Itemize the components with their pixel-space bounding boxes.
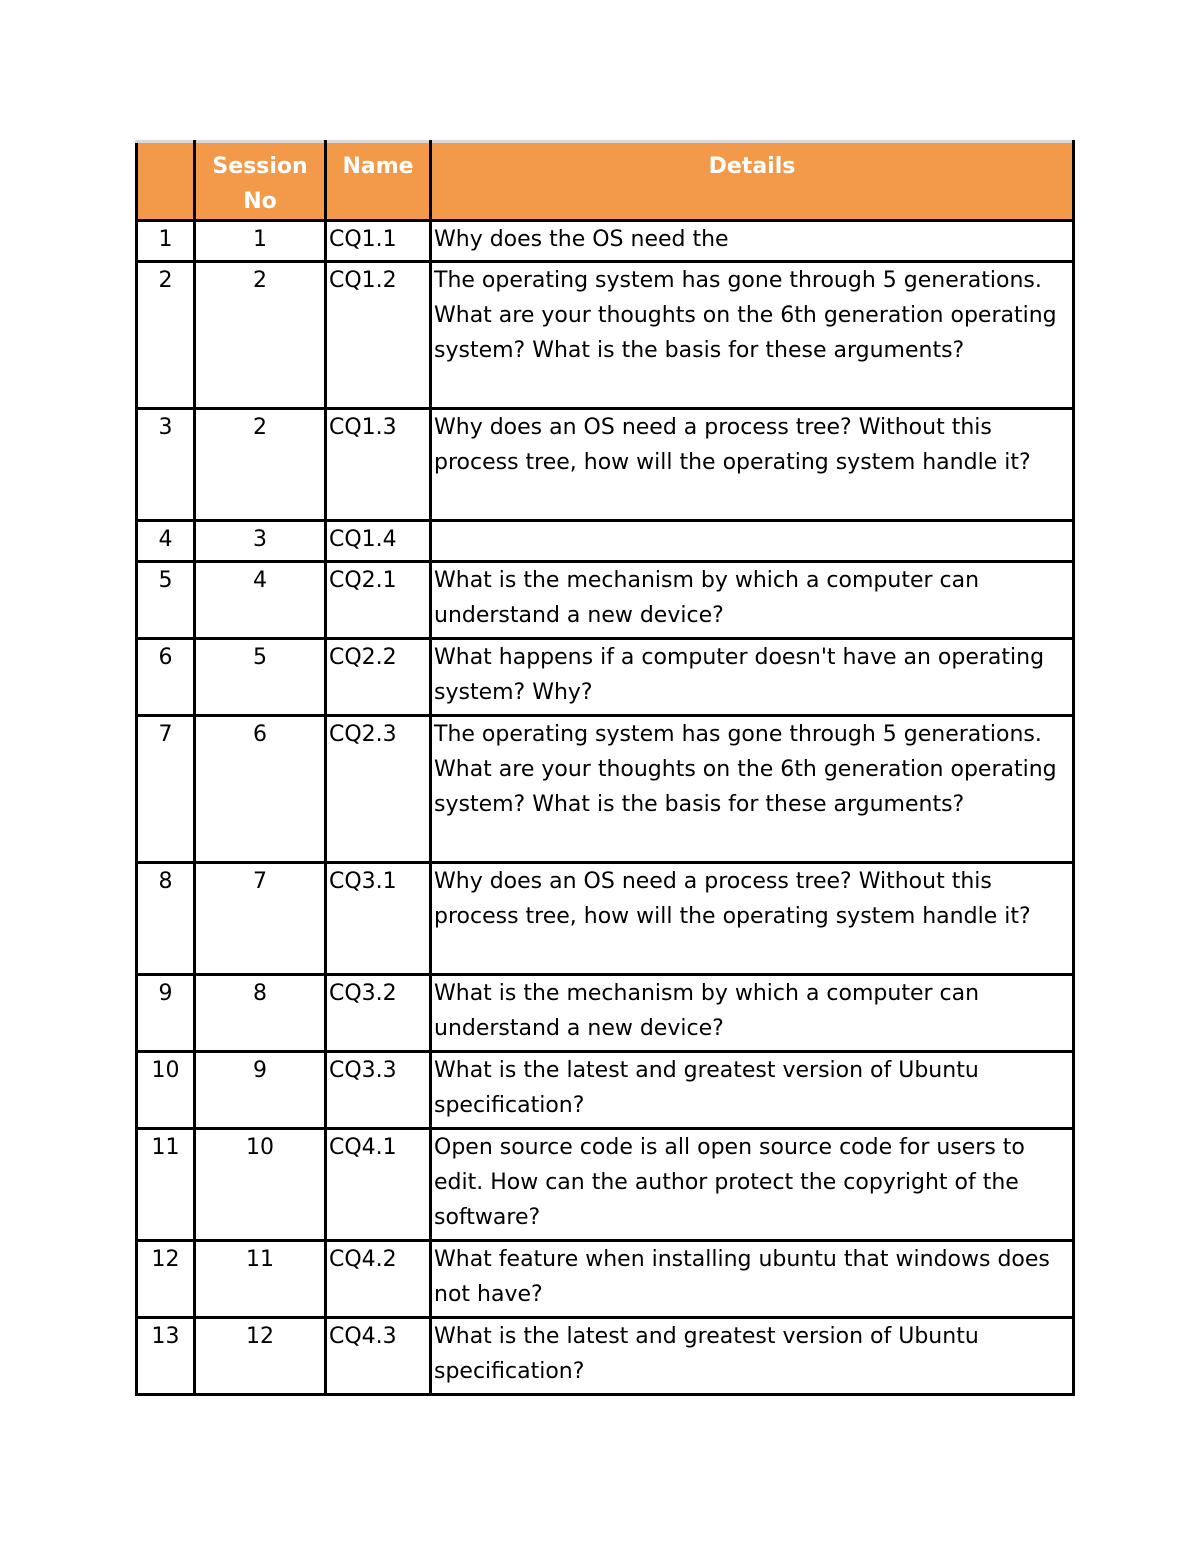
row-details: Why does an OS need a process tree? Without this process tree, how will the operating system handle it? xyxy=(431,409,1074,521)
row-session-no: 10 xyxy=(195,1129,326,1241)
row-index: 9 xyxy=(137,975,195,1052)
row-name: CQ1.1 xyxy=(326,221,431,262)
header-details: Details xyxy=(431,142,1074,221)
row-session-no: 3 xyxy=(195,521,326,562)
header-row xyxy=(137,142,1074,221)
row-session-no: 2 xyxy=(195,262,326,409)
row-session-no: 1 xyxy=(195,221,326,262)
header-session-no: Session No xyxy=(195,142,326,221)
table-row xyxy=(137,1052,1074,1129)
row-index: 5 xyxy=(137,562,195,639)
row-details: The operating system has gone through 5 generations. What are your thoughts on the 6th generation operating system? What is the basis for these arguments? xyxy=(431,716,1074,863)
row-details: What feature when installing ubuntu that windows does not have? xyxy=(431,1241,1074,1318)
table-row xyxy=(137,716,1074,863)
row-index: 7 xyxy=(137,716,195,863)
row-details: What is the mechanism by which a computer can understand a new device? xyxy=(431,975,1074,1052)
table-row xyxy=(137,863,1074,975)
row-name: CQ3.1 xyxy=(326,863,431,975)
session-questions-table-wrapper xyxy=(135,140,1072,1396)
row-details: Open source code is all open source code for users to edit. How can the author protect the copyright of the software? xyxy=(431,1129,1074,1241)
row-name: CQ1.2 xyxy=(326,262,431,409)
row-session-no: 5 xyxy=(195,639,326,716)
row-session-no: 2 xyxy=(195,409,326,521)
table-row xyxy=(137,221,1074,262)
row-name: CQ4.3 xyxy=(326,1318,431,1395)
table-header xyxy=(137,142,1074,221)
row-session-no: 4 xyxy=(195,562,326,639)
row-name: CQ2.1 xyxy=(326,562,431,639)
table-row xyxy=(137,562,1074,639)
row-session-no: 11 xyxy=(195,1241,326,1318)
table-row xyxy=(137,262,1074,409)
row-session-no: 9 xyxy=(195,1052,326,1129)
header-name: Name xyxy=(326,142,431,221)
row-index: 2 xyxy=(137,262,195,409)
table-row xyxy=(137,975,1074,1052)
row-name: CQ3.3 xyxy=(326,1052,431,1129)
row-details: Why does the OS need the xyxy=(431,221,1074,262)
row-index: 13 xyxy=(137,1318,195,1395)
row-name: CQ4.2 xyxy=(326,1241,431,1318)
row-details: What is the mechanism by which a computer can understand a new device? xyxy=(431,562,1074,639)
row-index: 6 xyxy=(137,639,195,716)
row-name: CQ3.2 xyxy=(326,975,431,1052)
row-index: 12 xyxy=(137,1241,195,1318)
table-row xyxy=(137,521,1074,562)
table-row xyxy=(137,1241,1074,1318)
session-questions-table xyxy=(135,140,1075,1396)
row-details xyxy=(431,521,1074,562)
row-index: 10 xyxy=(137,1052,195,1129)
table-body xyxy=(137,221,1074,1395)
row-index: 11 xyxy=(137,1129,195,1241)
row-session-no: 12 xyxy=(195,1318,326,1395)
table-row xyxy=(137,1129,1074,1241)
row-name: CQ2.2 xyxy=(326,639,431,716)
header-index xyxy=(137,142,195,221)
row-details: What is the latest and greatest version of Ubuntu specification? xyxy=(431,1052,1074,1129)
row-session-no: 7 xyxy=(195,863,326,975)
row-details: The operating system has gone through 5 generations. What are your thoughts on the 6th generation operating system? What is the basis for these arguments? xyxy=(431,262,1074,409)
row-name: CQ1.4 xyxy=(326,521,431,562)
row-index: 1 xyxy=(137,221,195,262)
table-row xyxy=(137,409,1074,521)
row-details: Why does an OS need a process tree? Without this process tree, how will the operating system handle it? xyxy=(431,863,1074,975)
row-index: 4 xyxy=(137,521,195,562)
row-session-no: 6 xyxy=(195,716,326,863)
row-details: What happens if a computer doesn't have an operating system? Why? xyxy=(431,639,1074,716)
table-row xyxy=(137,1318,1074,1395)
row-details: What is the latest and greatest version of Ubuntu specification? xyxy=(431,1318,1074,1395)
row-index: 8 xyxy=(137,863,195,975)
row-name: CQ4.1 xyxy=(326,1129,431,1241)
row-session-no: 8 xyxy=(195,975,326,1052)
row-name: CQ1.3 xyxy=(326,409,431,521)
row-index: 3 xyxy=(137,409,195,521)
row-name: CQ2.3 xyxy=(326,716,431,863)
table-row xyxy=(137,639,1074,716)
